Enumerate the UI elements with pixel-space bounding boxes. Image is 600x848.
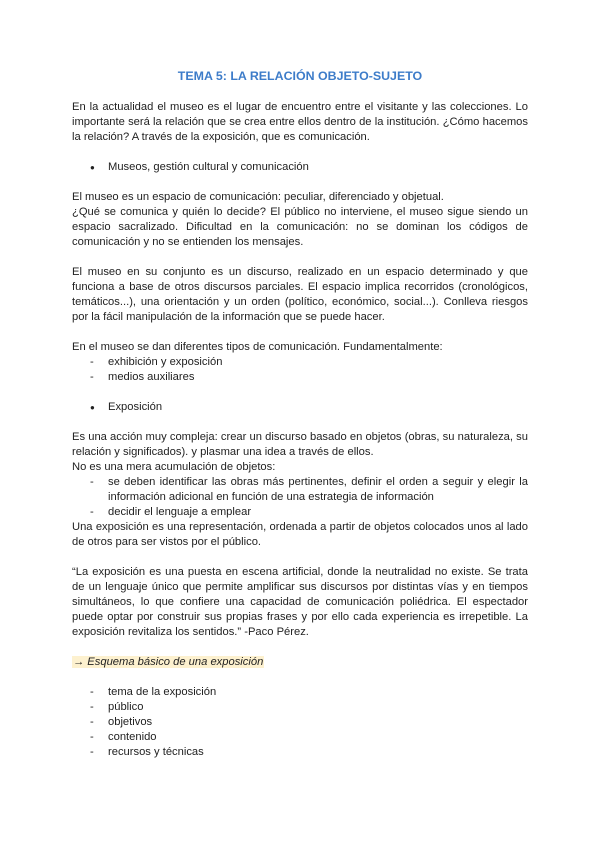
list-item-text: exhibición y exposición [108, 356, 223, 368]
intro-paragraph: En la actualidad el museo es el lugar de encuentro entre el visitante y las colecciones. Lo importante será la relación que se crea entre ellos dentro de la institución. ¿Cómo hacemos la relación? A través de la exposición, que es comunicación. [72, 101, 528, 143]
list-item-text: contenido [108, 731, 157, 743]
paragraph: El museo es un espacio de comunicación: peculiar, diferenciado y objetual. [72, 191, 444, 203]
list-item-text: objetivos [108, 716, 153, 728]
list-item-text: se deben identificar las obras más pertinentes, definir el orden a seguir y elegir la información adicional en función de una estrategia de información [108, 476, 528, 503]
list-item [72, 700, 528, 715]
list-item-text: tema de la exposición [108, 686, 217, 698]
dash-marker: - [90, 476, 94, 488]
paragraph: En el museo se dan diferentes tipos de comunicación. Fundamentalmente: [72, 341, 443, 353]
paragraph: Es una acción muy compleja: crear un discurso basado en objetos (obras, su naturaleza, su relación y significados). y plasmar una idea a través de ellos. [72, 431, 528, 458]
list-item-text: medios auxiliares [108, 371, 195, 383]
bullet-item [72, 160, 528, 175]
bullet-text: Exposición [108, 401, 163, 413]
page-title: TEMA 5: LA RELACIÓN OBJETO-SUJETO [177, 69, 423, 83]
list-item [72, 370, 528, 385]
bullet-dot-icon: ● [90, 163, 95, 172]
document-page [72, 68, 528, 760]
bullet-text: Museos, gestión cultural y comunicación [108, 161, 309, 173]
dash-marker: - [90, 356, 94, 368]
list-item-text: público [108, 701, 144, 713]
quote-paragraph: “La exposición es una puesta en escena artificial, donde la neutralidad no existe. Se trata de un lenguaje único que permite amplificar sus discursos por distintas vías y en tiempos simultáneos, lo que confiere una capacidad de comunicación poliédrica. El espectador puede optar por construir sus propias frases y por ello cada experiencia es irrepetible. La exposición revitaliza los sentidos.” -Paco Pérez. [72, 566, 528, 638]
list-item [72, 715, 528, 730]
bullet-dot-icon: ● [90, 403, 95, 412]
dash-marker: - [90, 506, 94, 518]
list-item-text: decidir el lenguaje a emplear [108, 506, 252, 518]
dash-marker: - [90, 746, 94, 758]
list-item [72, 685, 528, 700]
dash-marker: - [90, 686, 94, 698]
bullet-item [72, 400, 528, 415]
paragraph: El museo en su conjunto es un discurso, realizado en un espacio determinado y que funciona a base de otros discursos parciales. El espacio implica recorridos (cronológicos, temáticos...), una orientación y un orden (político, económico, social...). Conlleva riesgos por la fácil manipulación de la información que se puede hacer. [72, 266, 528, 323]
list-item [72, 355, 528, 370]
dash-marker: - [90, 371, 94, 383]
paragraph: Una exposición es una representación, ordenada a partir de objetos colocados unos al lado de otros para ser vistos por el público. [72, 521, 528, 548]
list-item-text: recursos y técnicas [108, 746, 204, 758]
dash-marker: - [90, 716, 94, 728]
dash-marker: - [90, 731, 94, 743]
list-item [72, 475, 528, 505]
list-item [72, 505, 528, 520]
paragraph: ¿Qué se comunica y quién lo decide? El público no interviene, el museo sigue siendo un espacio sacralizado. Dificultad en la comunicación: no se dominan los códigos de comunicación y no se entienden los mensajes. [72, 206, 528, 248]
paragraph: No es una mera acumulación de objetos: [72, 461, 276, 473]
dash-marker: - [90, 701, 94, 713]
scheme-heading: → Esquema básico de una exposición [73, 656, 264, 668]
list-item [72, 745, 528, 760]
list-item [72, 730, 528, 745]
